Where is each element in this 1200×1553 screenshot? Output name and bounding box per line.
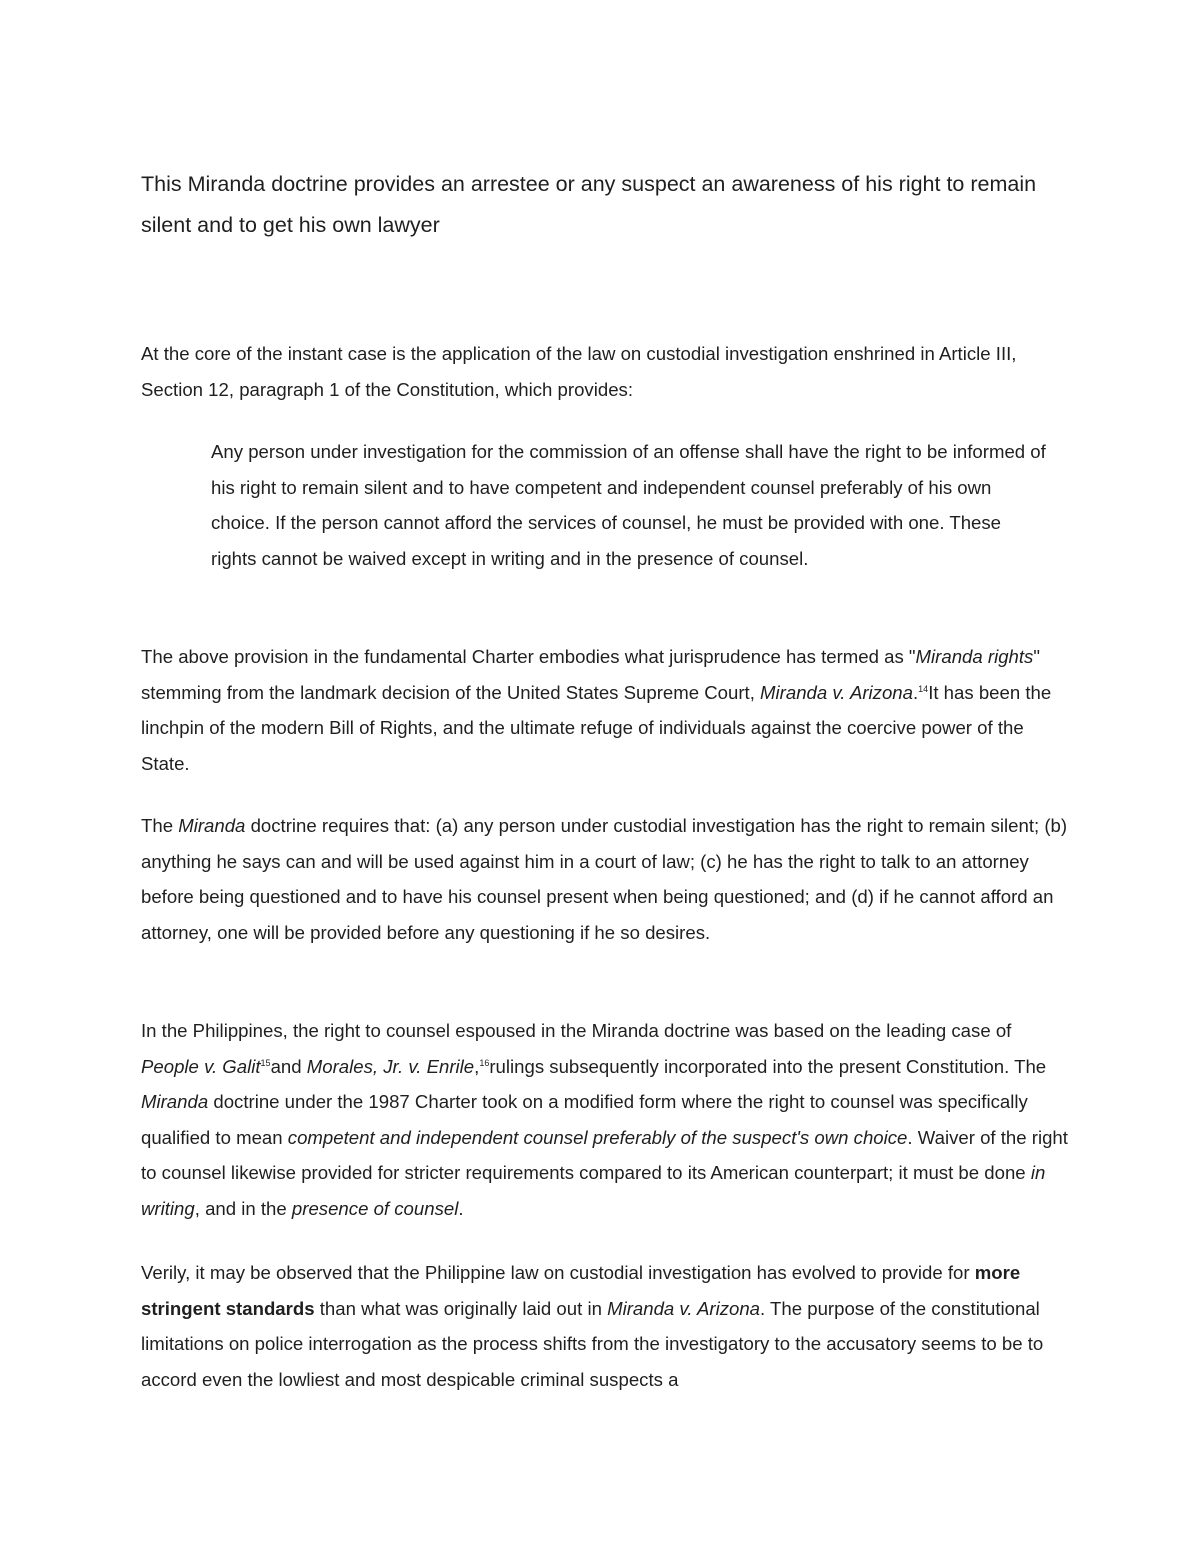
text-run: than what was originally laid out in (314, 1297, 608, 1319)
text-run: . (913, 681, 919, 703)
footnote-ref[interactable]: 16 (479, 1057, 490, 1068)
text-run-italic: Miranda rights (915, 646, 1034, 667)
paragraph-doctrine-requirements (141, 808, 1071, 950)
text-run-italic: Miranda (178, 815, 246, 836)
footnote-ref[interactable]: 15 (260, 1057, 271, 1068)
text-run-italic: competent and independent counsel preferably of the suspect's own choice (287, 1126, 908, 1148)
footnote-ref[interactable]: 14 (918, 683, 929, 694)
document-heading: This Miranda doctrine provides an arrestee or any suspect an awareness of his right to remain silent and to get his own lawyer (141, 172, 1037, 237)
text-run-italic: People v. Galit (141, 1055, 261, 1077)
paragraph-intro: At the core of the instant case is the application of the law on custodial investigation enshrined in Article III, Section 12, paragraph 1 of the Constitution, which provides: (141, 343, 1017, 400)
text-run: It has been the linchpin of the modern Bill of Rights, and the ultimate refuge of individuals against the coercive power of the State. (141, 681, 1052, 774)
text-run: , (474, 1055, 480, 1077)
text-run-bold: more stringent standards (141, 1262, 1021, 1319)
text-run: The (141, 815, 179, 836)
text-run: . Waiver of the right to counsel likewise provided for stricter requirements compared to its American counterpart; it must be done (141, 1126, 1068, 1184)
text-run: In the Philippines, the right to counsel espoused in the Miranda doctrine was based on the leading case of (141, 1020, 1012, 1041)
paragraph-miranda-rights (141, 639, 1071, 781)
text-run: . The purpose of the constitutional limitations on police interrogation as the process shifts from the investigatory to the accusatory seems to be to accord even the lowliest and most despicable criminal suspects a (141, 1297, 1044, 1390)
text-run: The above provision in the fundamental Charter embodies what jurisprudence has termed as " (141, 646, 916, 667)
text-run: . (458, 1197, 464, 1219)
text-run-italic: Miranda (141, 1091, 209, 1113)
text-run: and (270, 1055, 307, 1077)
text-run: rulings subsequently incorporated into the present Constitution. The (489, 1055, 1047, 1077)
text-run: , and in the (194, 1197, 292, 1219)
paragraph-philippines (141, 1013, 1071, 1227)
text-run: doctrine requires that: (a) any person under custodial investigation has the right to remain silent; (b) anything he says can and will be used against him in a court of law; (c) he has the right to talk to an attorney before being questioned and to have his counsel present when being questioned; and (d) if he cannot afford an attorney, one will be provided before any questioning if he so desires. (141, 815, 1068, 943)
text-run-italic: in writing (141, 1162, 1046, 1219)
text-run: Verily, it may be observed that the Philippine law on custodial investigation has evolved to provide for (141, 1262, 975, 1283)
block-quote-constitution: Any person under investigation for the commission of an offense shall have the right to be informed of his right to remain silent and to have competent and independent counsel preferably of his own choice. If the person cannot afford the services of counsel, he must be provided with one. These rights cannot be waived except in writing and in the presence of counsel. (211, 441, 1046, 569)
text-run-italic: presence of counsel (291, 1197, 459, 1219)
text-run: doctrine under the 1987 Charter took on a modified form where the right to counsel was specifically qualified to mean (141, 1091, 1028, 1148)
text-run-italic: Miranda v. Arizona (607, 1297, 761, 1319)
text-run: " stemming from the landmark decision of the United States Supreme Court, (141, 646, 1040, 703)
text-run-italic: Morales, Jr. v. Enrile (306, 1055, 475, 1077)
text-run-italic: Miranda v. Arizona (760, 681, 913, 703)
paragraph-stringent-standards (141, 1255, 1071, 1397)
